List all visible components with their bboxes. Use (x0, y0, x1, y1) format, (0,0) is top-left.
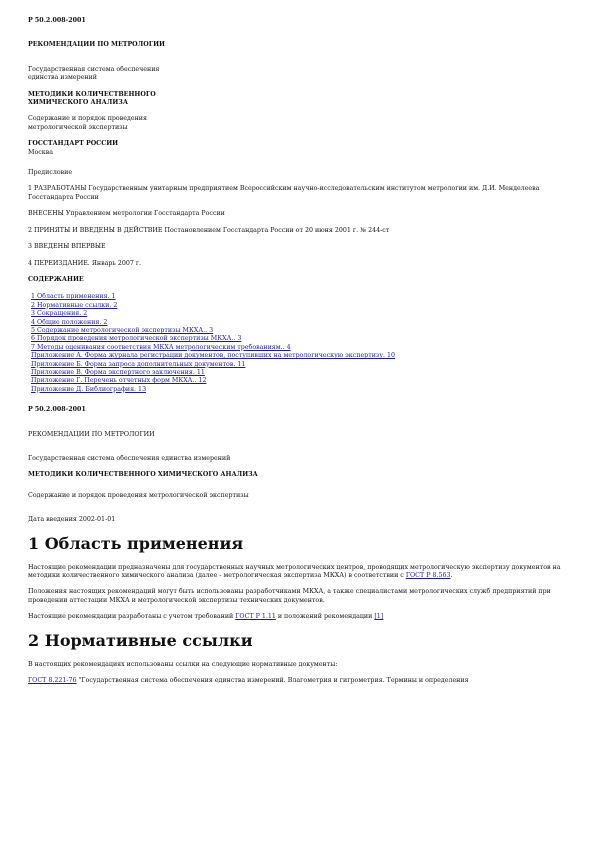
preface-item: ВНЕСЕНЫ Управлением метрологии Госстандарта России (28, 210, 225, 218)
system-block (28, 66, 567, 83)
section-paragraph (28, 613, 567, 621)
section-heading: 2 Нормативные ссылки (28, 630, 253, 650)
toc-link[interactable]: 2 Нормативные ссылки. 2 (31, 301, 118, 309)
preface-heading: Предисловие (28, 169, 73, 177)
gost-link[interactable]: ГОСТ Р 1.11 (235, 613, 276, 621)
paragraph-text: Настоящие рекомендации предназначены для государственных научных метрологических центров, проводящих метрологическую экспертизу документов на методики количественного химического анализа (далее - метрологическая экспертиза МКХА) в соответствии с (28, 563, 561, 580)
toc-link[interactable]: Приложение А. Форма журнала регистрации документов, поступивших на метрологическую экспертизу. 10 (31, 352, 396, 360)
section-heading: 1 Область применения (28, 533, 244, 553)
toc-link[interactable]: Приложение Д. Библиография. 13 (31, 385, 147, 393)
publisher-block (28, 140, 567, 157)
preface-item: 4 ПЕРЕИЗДАНИЕ. Январь 2007 г. (28, 259, 142, 267)
series-title: РЕКОМЕНДАЦИИ ПО МЕТРОЛОГИИ (28, 41, 165, 49)
doc-code: Р 50.2.008-2001 (28, 406, 86, 414)
reference-text: "Государственная система обеспечения единства измерений. Влагометрия и гигрометрия. Термины и определения (76, 677, 469, 685)
doc-title-line: ХИМИЧЕСКОГО АНАЛИЗА (28, 99, 128, 107)
reference-entry (28, 677, 567, 685)
section-paragraph: В настоящих рекомендациях использованы ссылки на следующие нормативные документы: (28, 660, 338, 668)
section-paragraph (28, 564, 567, 581)
doc-subtitle-line: Содержание и порядок проведения (28, 115, 147, 123)
toc-heading: СОДЕРЖАНИЕ (28, 275, 84, 283)
doc-subtitle-line: метрологической экспертизы (28, 123, 128, 131)
effective-date: Дата введения 2002-01-01 (28, 516, 116, 524)
toc-link[interactable]: 6 Порядок проведения метрологической экспертизы МКХА.. 3 (31, 335, 242, 343)
system-line: единства измерений (28, 74, 97, 82)
system-line: Государственная система обеспечения (28, 65, 160, 73)
toc-link[interactable]: 1 Область применения. 1 (31, 293, 116, 301)
doc-subtitle: Содержание и порядок проведения метрологической экспертизы (28, 491, 249, 499)
city: Москва (28, 148, 53, 156)
toc-link[interactable]: Приложение Г. Перечень отчетных форм МКХА.. 12 (31, 377, 207, 385)
paragraph-text: . (450, 572, 453, 580)
bibliography-link[interactable]: [1] (374, 613, 384, 621)
doc-title-block (28, 91, 567, 108)
paragraph-text: Настоящие рекомендации разработаны с учетом требований (28, 613, 236, 621)
doc-subtitle-block (28, 115, 567, 132)
gost-link[interactable]: ГОСТ 8.221-76 (28, 677, 77, 685)
toc-link[interactable]: Приложение Б. Форма запроса дополнительных документов. 11 (31, 360, 246, 368)
system-line: Государственная система обеспечения единства измерений (28, 455, 231, 462)
paragraph-text: и положений рекомендации (275, 613, 375, 621)
preface-item: 1 РАЗРАБОТАНЫ Государственным унитарным предприятием Всероссийским научно-исследовательским институтом метрологии им. Д.И. Менделеева Госстандарта России (28, 185, 540, 201)
toc-link[interactable]: 7 Методы оценивания соответствия МКХА метрологическим требованиям.. 4 (31, 343, 291, 351)
publisher: ГОССТАНДАРТ РОССИИ (28, 140, 119, 148)
doc-title-line: МЕТОДИКИ КОЛИЧЕСТВЕННОГО (28, 90, 156, 98)
toc-link[interactable]: Приложение В. Форма экспертного заключения. 11 (31, 368, 205, 376)
section-paragraph: Положения настоящих рекомендаций могут быть использованы разработчиками МКХА, а также специалистами метрологических служб предприятий при проведении аттестации МКХА и метрологической экспертизы технических документов. (28, 588, 551, 604)
preface-item: 2 ПРИНЯТЫ И ВВЕДЕНЫ В ДЕЙСТВИЕ Постановлением Госстандарта России от 20 июня 2001 г. № 244-ст (28, 226, 390, 234)
toc-link[interactable]: 4 Общие положения. 2 (31, 318, 108, 326)
table-of-contents (28, 293, 567, 394)
series-title: РЕКОМЕНДАЦИИ ПО МЕТРОЛОГИИ (28, 430, 155, 438)
gost-link[interactable]: ГОСТ Р 8.563 (405, 572, 451, 580)
toc-link[interactable]: 3 Сокращения. 2 (31, 310, 88, 318)
preface-item: 3 ВВЕДЕНЫ ВПЕРВЫЕ (28, 243, 106, 251)
doc-title: МЕТОДИКИ КОЛИЧЕСТВЕННОГО ХИМИЧЕСКОГО АНАЛИЗА (28, 471, 258, 479)
doc-code: Р 50.2.008-2001 (28, 17, 86, 24)
toc-link[interactable]: 5 Содержание метрологической экспертизы МКХА.. 3 (31, 326, 214, 334)
